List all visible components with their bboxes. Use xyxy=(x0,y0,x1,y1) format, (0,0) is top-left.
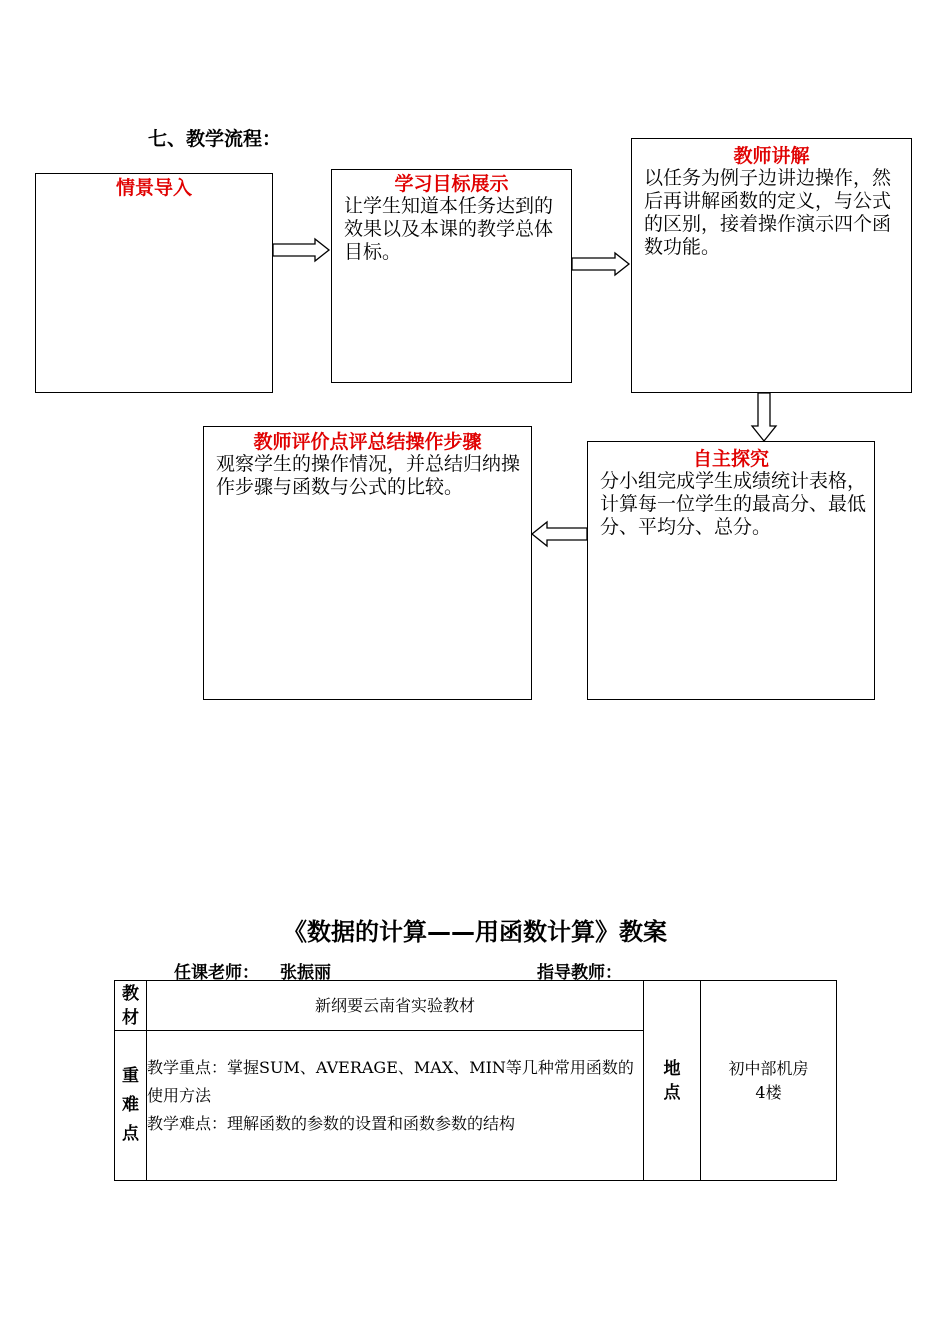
arrow-left xyxy=(532,522,587,546)
key-point-difficulty: 教学难点：理解函数的参数的设置和函数参数的结构 xyxy=(147,1113,516,1133)
flow-box-title: 自主探究 xyxy=(692,448,769,470)
advisor-label: 指导教师： xyxy=(537,963,622,983)
key-points-value xyxy=(147,1031,644,1181)
place-header: 地点 xyxy=(644,981,701,1181)
place-line-1: 初中部机房 xyxy=(728,1058,809,1078)
place-value xyxy=(701,981,837,1181)
flow-box-title: 情景导入 xyxy=(115,177,192,199)
teacher-name: 张振丽 xyxy=(280,963,331,983)
teacher-label: 任课老师： xyxy=(174,963,259,983)
flow-box-title: 教师评价点评总结操作步骤 xyxy=(253,431,482,453)
key-points-header: 重难点 xyxy=(115,1031,147,1181)
lesson-info-table xyxy=(114,980,837,1181)
place-line-2: 4楼 xyxy=(755,1082,782,1102)
section-heading: 七、教学流程： xyxy=(148,128,282,150)
flow-box-title: 学习目标展示 xyxy=(394,173,509,195)
flow-box-body: 以任务为例子边讲边操作，然后再讲解函数的定义，与公式的区别，接着操作演示四个函数功能。 xyxy=(644,167,892,258)
flow-box-body: 观察学生的操作情况，并总结归纳操作步骤与函数与公式的比较。 xyxy=(216,453,521,498)
key-point-focus: 教学重点：掌握SUM、AVERAGE、MAX、MIN等几种常用函数的使用方法 xyxy=(147,1057,634,1105)
arrow-right-2 xyxy=(572,253,629,275)
document-title: 《数据的计算——用函数计算》教案 xyxy=(283,918,667,946)
textbook-header: 教材 xyxy=(115,981,147,1031)
flow-box-body: 分小组完成学生成绩统计表格，计算每一位学生的最高分、最低分、平均分、总分。 xyxy=(600,470,867,538)
arrow-right-1 xyxy=(273,239,329,261)
arrow-down xyxy=(752,393,776,441)
table-row xyxy=(115,981,837,1031)
flow-box-body: 让学生知道本任务达到的效果以及本课的教学总体目标。 xyxy=(344,195,554,263)
flow-box-title: 教师讲解 xyxy=(733,145,810,167)
textbook-value: 新纲要云南省实验教材 xyxy=(147,981,644,1031)
